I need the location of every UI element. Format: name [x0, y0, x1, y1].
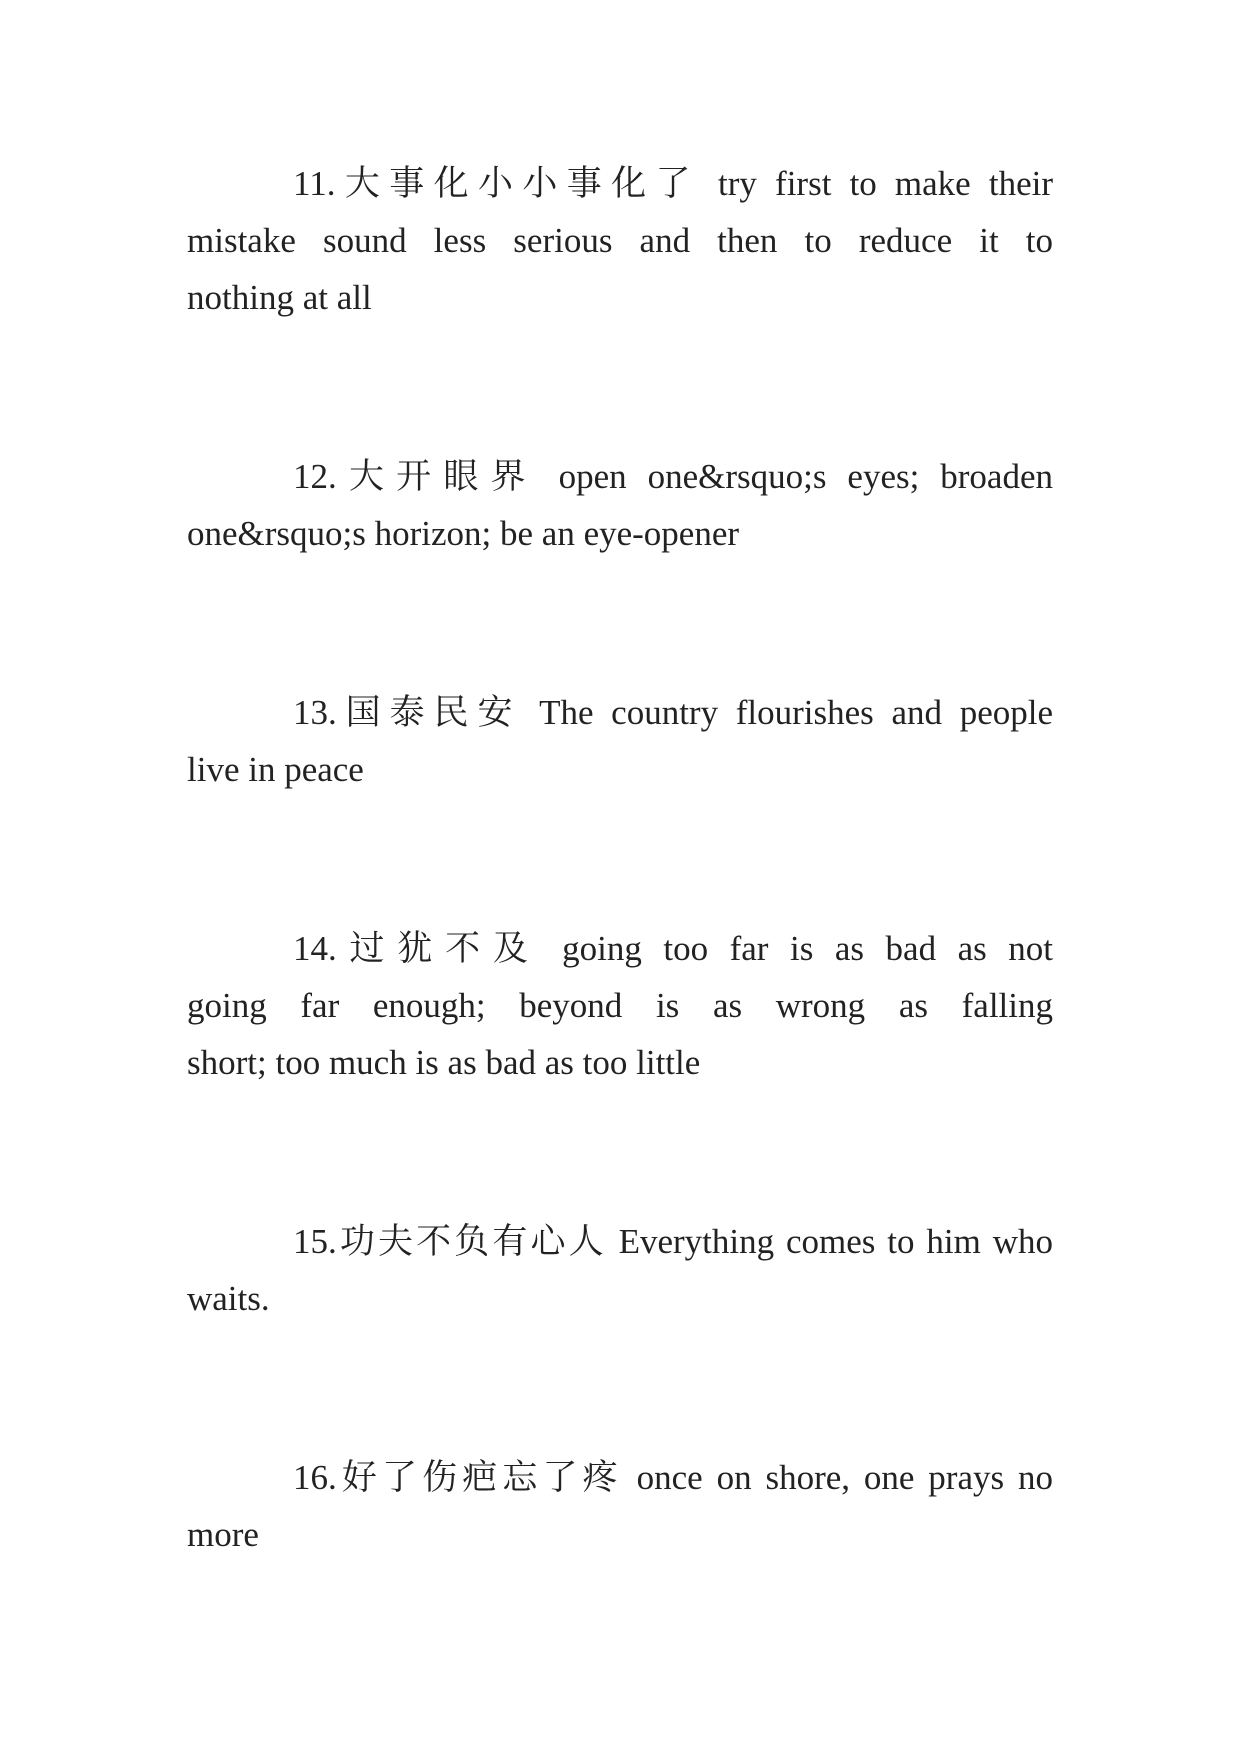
idiom-item-11: [187, 155, 1053, 326]
text-line: 16.好了伤疤忘了疼 once on shore, one prays no: [293, 1458, 1053, 1497]
text-line: one&rsquo;s horizon; be an eye-opener: [187, 514, 740, 553]
text-line: live in peace: [187, 750, 364, 789]
idiom-list: [187, 155, 1053, 1685]
text-line: more: [187, 1515, 259, 1554]
text-line: nothing at all: [187, 278, 372, 317]
idiom-item-14: [187, 920, 1053, 1091]
idiom-item-13: [187, 684, 1053, 798]
text-line: 11.大事化小小事化了 try first to make their: [293, 164, 1053, 203]
text-line: mistake sound less serious and then to reduce it to: [187, 221, 1053, 260]
text-line: 12.大开眼界 open one&rsquo;s eyes; broaden: [293, 457, 1053, 496]
idiom-item-12: [187, 448, 1053, 562]
idiom-item-16: [187, 1449, 1053, 1563]
text-line: 13.国泰民安 The country flourishes and people: [293, 693, 1053, 732]
text-line: 14.过犹不及 going too far is as bad as not: [293, 929, 1053, 968]
text-line: 15.功夫不负有心人 Everything comes to him who: [293, 1222, 1053, 1261]
text-line: waits.: [187, 1279, 270, 1318]
text-line: going far enough; beyond is as wrong as falling: [187, 986, 1053, 1025]
idiom-item-15: [187, 1213, 1053, 1327]
text-line: short; too much is as bad as too little: [187, 1043, 701, 1082]
